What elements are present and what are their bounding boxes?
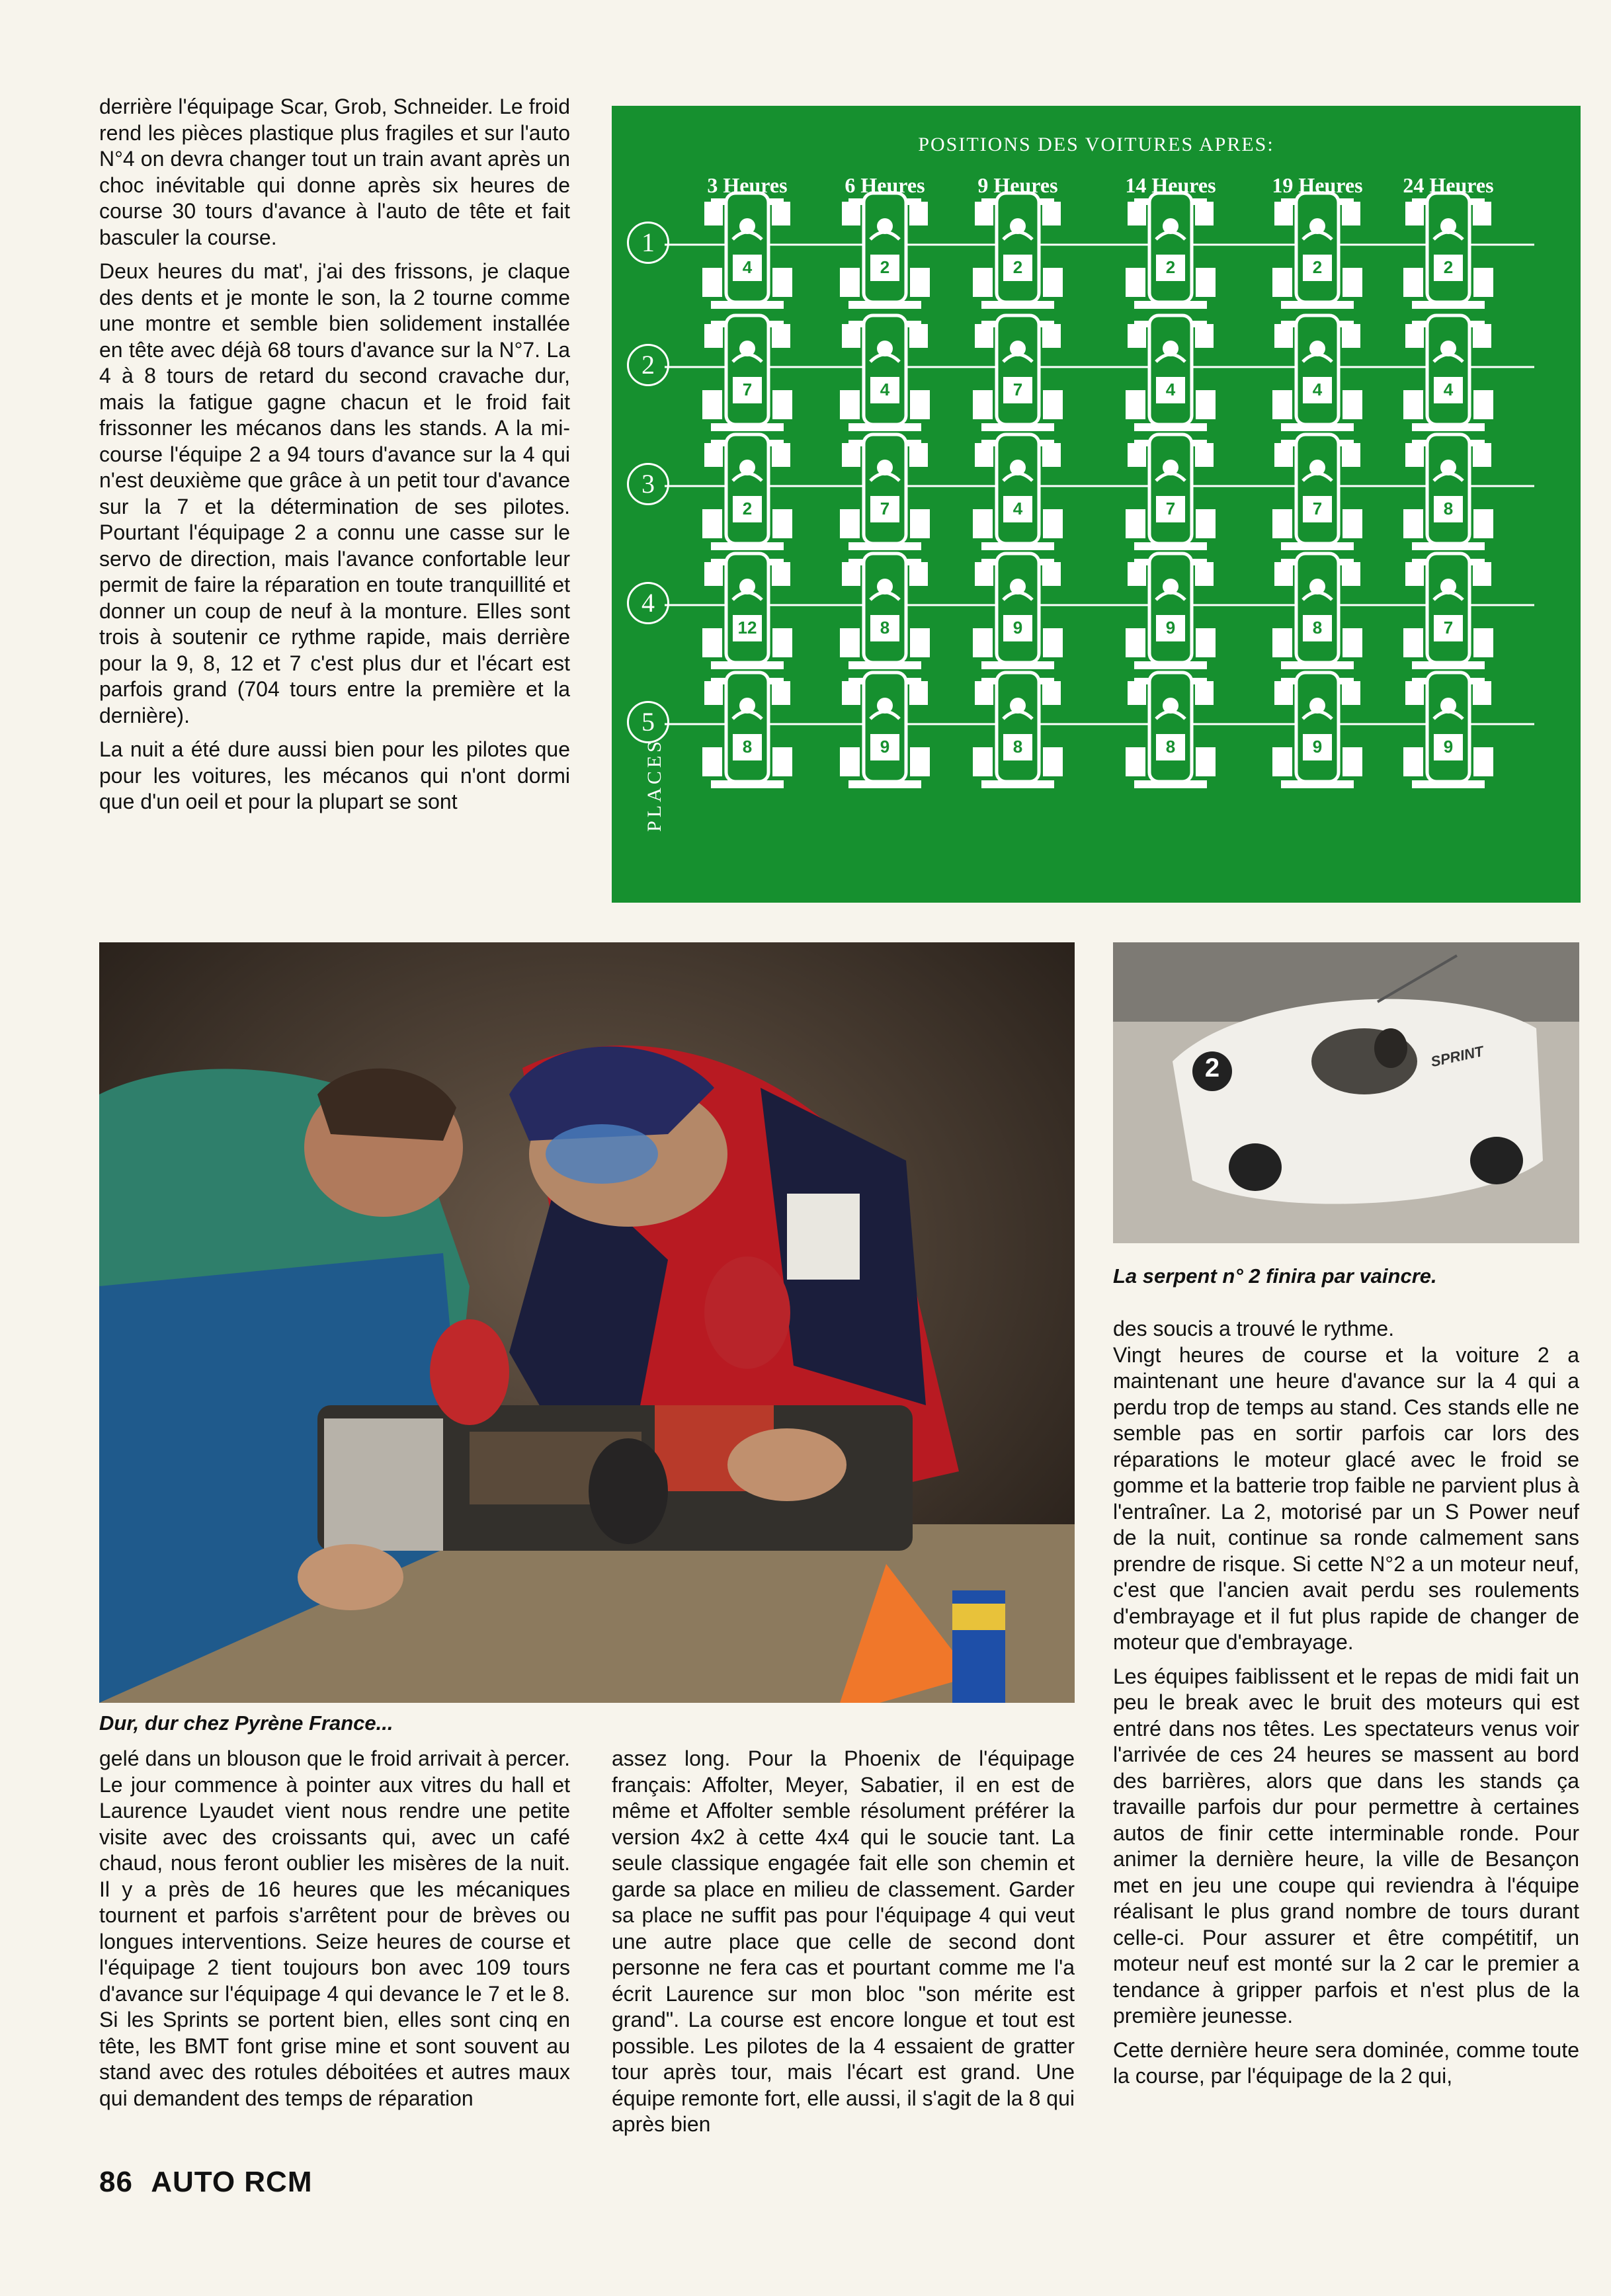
paragraph: gelé dans un blouson que le froid arrivait à percer. Le jour commence à pointer aux vitres du hall et Laurence Lyaudet vient nous rendre une petite visite avec des croissants qui, avec un café chaud, nous feront oublier les misères de la nuit. Il y a près de 16 heures que les mécaniques tournent et parfois s'arrêtent pour de brèves ou longues interventions. Seize heures de course et l'équipage 2 tient toujours bon avec 109 tours d'avance sur l'équipage 4 qui devance le 7 et le 8. Si les Sprints se portent bien, elles sont cinq en tête, les BMT font grise mine et sont souvent au stand avec des rotules déboitées et autres maux qui demandent des temps de réparation <box>99 1746 570 2110</box>
car-number: 8 <box>1012 737 1023 757</box>
photo-left-caption: Dur, dur chez Pyrène France... <box>99 1711 393 1735</box>
hour-label: 3 Heures <box>707 173 788 197</box>
car-number: 8 <box>742 737 753 757</box>
car-number: 8 <box>1165 737 1176 757</box>
car-number: 9 <box>1443 737 1454 757</box>
places-axis-label: PLACES <box>643 738 665 832</box>
paragraph: des soucis a trouvé le rythme. <box>1113 1317 1395 1340</box>
paragraph: Les équipes faiblissent et le repas de midi fait un peu le break avec le bruit des moteurs qui est entré dans nos têtes. Les spectateurs venus voir l'arrivée de ces 24 heures se massent au bord des barrières, alors que dans les stands ça travaille parfois dur pour permettre à certaines autos de finir cette interminable ronde. Pour animer la dernière heure, la ville de Besançon met en jeu une coupe qui reviendra à l'équipe réalisant le plus grand nombre de tours durant celle-ci. Pour assurer et être compétitif, un moteur neuf est monté sur la 2 car le premier a tendance à gripper parfois et n'est plus de la première jeunesse. <box>1113 1664 1579 2028</box>
car-icon <box>1272 193 1362 309</box>
place-badge: 1 <box>627 222 669 264</box>
paragraph: Vingt heures de course et la voiture 2 a maintenant une heure d'avance sur la 4 qui a perdu trop de temps au stand. Ces stands elle ne semble pas en sortir parfois car lors des réparations le moteur glacé avec le froid se gomme et la batterie trop faible ne parvient plus à l'entraîner. La 2, motorisé par un S Power neuf de la nuit, continue sa ronde calmement sans prendre de risque. Si cette N°2 a un moteur neuf, c'est que l'ancien avait perdu ses roulements d'embrayage et il fut plus rapide de changer de moteur que d'embrayage. <box>1113 1342 1579 1654</box>
car-number: 7 <box>742 380 753 399</box>
car-number: 4 <box>880 380 890 399</box>
car-number: 9 <box>880 737 890 757</box>
paragraph: Cette dernière heure sera dominée, comme toute la course, par l'équipage de la 2 qui, <box>1113 2037 1579 2088</box>
car-icon <box>702 673 792 788</box>
car-icon <box>1272 554 1362 669</box>
place-badge: 3 <box>627 463 669 505</box>
car-icon <box>840 673 930 788</box>
page-number: 86 <box>99 2166 133 2198</box>
car-icon <box>1272 434 1362 550</box>
car-number: 9 <box>1165 618 1176 637</box>
photo-mechanics-working <box>99 942 1075 1703</box>
car-number: 8 <box>880 618 890 637</box>
paragraph: La nuit a été dure aussi bien pour les pilotes que pour les voitures, les mécanos qui n'ont dormi que d'un oeil et pour la plupart se sont <box>99 737 570 813</box>
car-number: 4 <box>742 257 753 277</box>
car-icon <box>973 434 1063 550</box>
car-icon <box>1403 193 1493 309</box>
car-icon <box>1126 673 1216 788</box>
place-badge: 2 <box>627 344 669 386</box>
car-number: 2 <box>1012 257 1023 277</box>
place-badge: 4 <box>627 582 669 624</box>
chart-title: POSITIONS DES VOITURES APRES: <box>918 134 1274 155</box>
article-column-2-bottom <box>612 1746 1075 2138</box>
car-number: 9 <box>1012 618 1023 637</box>
car-number: 2 <box>880 257 890 277</box>
car-icon <box>973 554 1063 669</box>
positions-chart <box>612 106 1581 903</box>
car-icon <box>973 673 1063 788</box>
car-icon <box>973 315 1063 431</box>
photo-illustration <box>99 942 1075 1703</box>
car-icon <box>840 434 930 550</box>
car-number: 7 <box>880 499 890 518</box>
car-icon <box>1403 673 1493 788</box>
car-number: 9 <box>1312 737 1323 757</box>
car-number: 7 <box>1012 380 1023 399</box>
car-icon <box>1126 434 1216 550</box>
car-icon <box>702 193 792 309</box>
car-number: 2 <box>1165 257 1176 277</box>
car-number: 2 <box>742 499 753 518</box>
car-icon <box>1126 554 1216 669</box>
car-icon <box>840 554 930 669</box>
car-number: 4 <box>1165 380 1176 399</box>
hour-label: 24 Heures <box>1403 173 1494 197</box>
car-number: 4 <box>1012 499 1023 518</box>
car-icon <box>1126 315 1216 431</box>
car-icon <box>1403 315 1493 431</box>
car-icon <box>702 554 792 669</box>
car-number: 4 <box>1443 380 1454 399</box>
article-column-3 <box>1113 1316 1579 2090</box>
car-icon <box>1272 673 1362 788</box>
paragraph: assez long. Pour la Phoenix de l'équipage français: Affolter, Meyer, Sabatier, il en est de même et Affolter semble résolument préférer la version 4x2 à cette 4x4 qui le soucie tant. La seule classique engagée fait elle son chemin et garde sa place en milieu de classement. Garder sa place ne suffit pas pour l'équipage 4 qui veut une autre place que celle de second dont personne ne fera cas et pourtant comme me l'a écrit Laurence sur mon bloc "son mérite est grand". La course est encore longue et tout est possible. Les pilotes de la 4 essaient de gratter tour après tour, mais l'écart est grand. Une équipe remonte fort, elle aussi, il s'agit de la 8 qui après bien <box>612 1746 1075 2136</box>
car-number: 7 <box>1165 499 1176 518</box>
photo-right-caption: La serpent n° 2 finira par vaincre. <box>1113 1264 1437 1288</box>
photo-serpent-car <box>1113 942 1579 1243</box>
car-number: 12 <box>737 618 757 637</box>
car-icon <box>702 315 792 431</box>
car-icon <box>1272 315 1362 431</box>
article-column-1-top <box>99 94 570 815</box>
car-number: 4 <box>1312 380 1323 399</box>
paragraph: Deux heures du mat', j'ai des frissons, je claque des dents et je monte le son, la 2 tourne comme une montre et semble bien solidement installée en tête avec déjà 68 tours d'avance sur la N°7. La 4 à 8 tours de retard du second cravache dur, mais la fatigue gagne chacun et le froid fait frissonner les mécanos dans les stands. A la mi-course l'équipe 2 a 94 tours d'avance sur la 4 qui n'est deuxième que grâce à un petit tour d'avance sur la 7 et la détermination de ses pilotes. Pourtant l'équipage 2 a connu une casse sur le servo de direction, mais l'avance confortable leur permit de faire la réparation en toute tranquillité et donner un coup de neuf à la monture. Elles sont trois à soutenir ce rythme rapide, mais derrière pour la 9, 8, 12 et 7 c'est plus dur et l'écart est parfois grand (704 tours entre la première et la dernière). <box>99 259 570 727</box>
car-icon <box>840 315 930 431</box>
hour-label: 19 Heures <box>1272 173 1363 197</box>
page-footer <box>99 2166 312 2199</box>
car-icon <box>840 193 930 309</box>
hour-label: 9 Heures <box>977 173 1058 197</box>
hour-label: 14 Heures <box>1125 173 1216 197</box>
hour-label: 6 Heures <box>845 173 925 197</box>
car-number: 8 <box>1443 499 1454 518</box>
car-sprint-decal: SPRINT <box>1429 1042 1485 1071</box>
car-icon <box>973 193 1063 309</box>
paragraph: derrière l'équipage Scar, Grob, Schneider. Le froid rend les pièces plastique plus fragiles et sur l'auto N°4 on devra changer tout un train avant après un choc inévitable qui donne après six heures de course 30 tours d'avance à l'auto de tête et fait basculer la course. <box>99 95 570 249</box>
place-badge: 5 <box>627 701 669 743</box>
car-number-decal: 2 <box>1204 1053 1220 1083</box>
car-number: 2 <box>1443 257 1454 277</box>
article-column-1-bottom <box>99 1746 570 2112</box>
car-icon <box>1126 193 1216 309</box>
car-icon <box>1403 434 1493 550</box>
car-number: 2 <box>1312 257 1323 277</box>
car-icon <box>702 434 792 550</box>
magazine-name: AUTO RCM <box>151 2166 313 2198</box>
car-number: 7 <box>1443 618 1454 637</box>
car-number: 8 <box>1312 618 1323 637</box>
photo-car-illustration <box>1113 942 1579 1243</box>
car-icon <box>1403 554 1493 669</box>
car-number: 7 <box>1312 499 1323 518</box>
